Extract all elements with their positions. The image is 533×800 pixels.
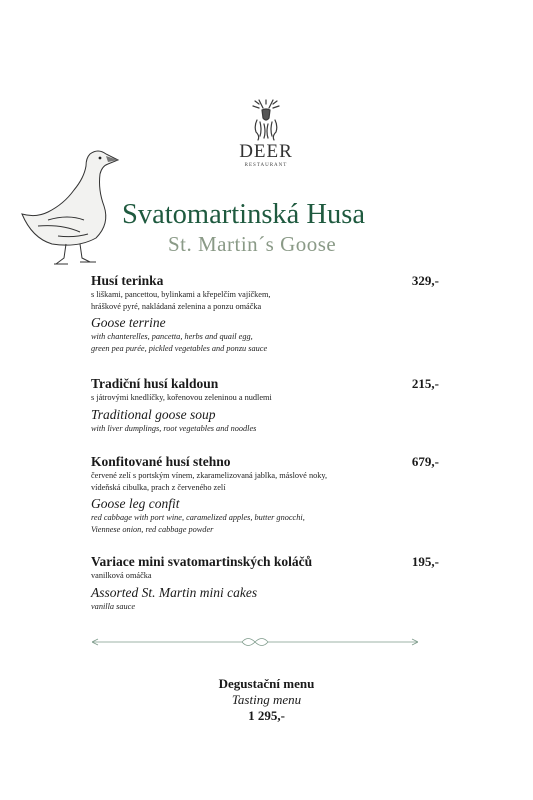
item-price: 329,- xyxy=(411,273,439,288)
page-subtitle: St. Martin´s Goose xyxy=(168,232,337,256)
item-description: s liškami, pancettou, bylinkami a křepelčím vajíčkem, xyxy=(91,290,271,299)
item-description-english: Viennese onion, red cabbage powder xyxy=(91,524,214,534)
menu-item xyxy=(91,272,441,354)
tasting-menu-price: 1 295,- xyxy=(248,708,285,723)
brand-name: DEER xyxy=(239,141,293,162)
item-name-english: Goose terrine xyxy=(91,315,166,330)
menu-item xyxy=(91,553,441,612)
item-price: 679,- xyxy=(411,454,439,469)
deer-head-icon xyxy=(246,96,286,142)
item-name: Konfitované husí stehno xyxy=(91,454,231,469)
item-description: hráškové pyré, nakládaná zelenina a ponzu omáčka xyxy=(91,301,262,311)
item-description-english: with liver dumplings, root vegetables and noodles xyxy=(91,423,257,433)
item-description-english: red cabbage with port wine, caramelized apples, butter gnocchi, xyxy=(91,513,305,522)
item-price: 195,- xyxy=(411,554,439,569)
page-title: Svatomartinská Husa xyxy=(122,199,366,230)
item-name: Variace mini svatomartinských koláčů xyxy=(91,554,313,569)
item-name-english: Assorted St. Martin mini cakes xyxy=(91,584,258,600)
item-name: Tradiční husí kaldoun xyxy=(91,376,219,391)
item-description: s játrovými knedlíčky, kořenovou zeleninou a nudlemi xyxy=(91,393,272,402)
menu-item xyxy=(91,375,441,434)
item-price: 215,- xyxy=(411,376,439,391)
brand-subtitle: RESTAURANT xyxy=(244,163,288,168)
item-description-english: vanilla sauce xyxy=(91,601,136,611)
item-name-english: Goose leg confit xyxy=(91,496,180,511)
ornament-divider xyxy=(92,634,418,650)
item-description: červené zelí s portským vínem, zkaramelizovaná jablka, máslové noky, xyxy=(91,471,328,480)
restaurant-logo xyxy=(226,96,306,169)
goose-illustration xyxy=(18,140,128,270)
item-name-english: Traditional goose soup xyxy=(91,406,216,422)
item-description-english: green pea purée, pickled vegetables and ponzu sauce xyxy=(91,343,268,353)
menu-item xyxy=(91,453,441,535)
item-description-english: with chanterelles, pancetta, herbs and quail egg, xyxy=(91,332,253,341)
item-description: vanilková omáčka xyxy=(91,571,152,580)
item-description: vídeňská cibulka, prach z červeného zelí xyxy=(91,482,226,492)
tasting-menu-label: Degustační menu xyxy=(218,676,315,691)
tasting-menu-label-english: Tasting menu xyxy=(231,692,302,707)
item-name: Husí terinka xyxy=(91,273,164,288)
